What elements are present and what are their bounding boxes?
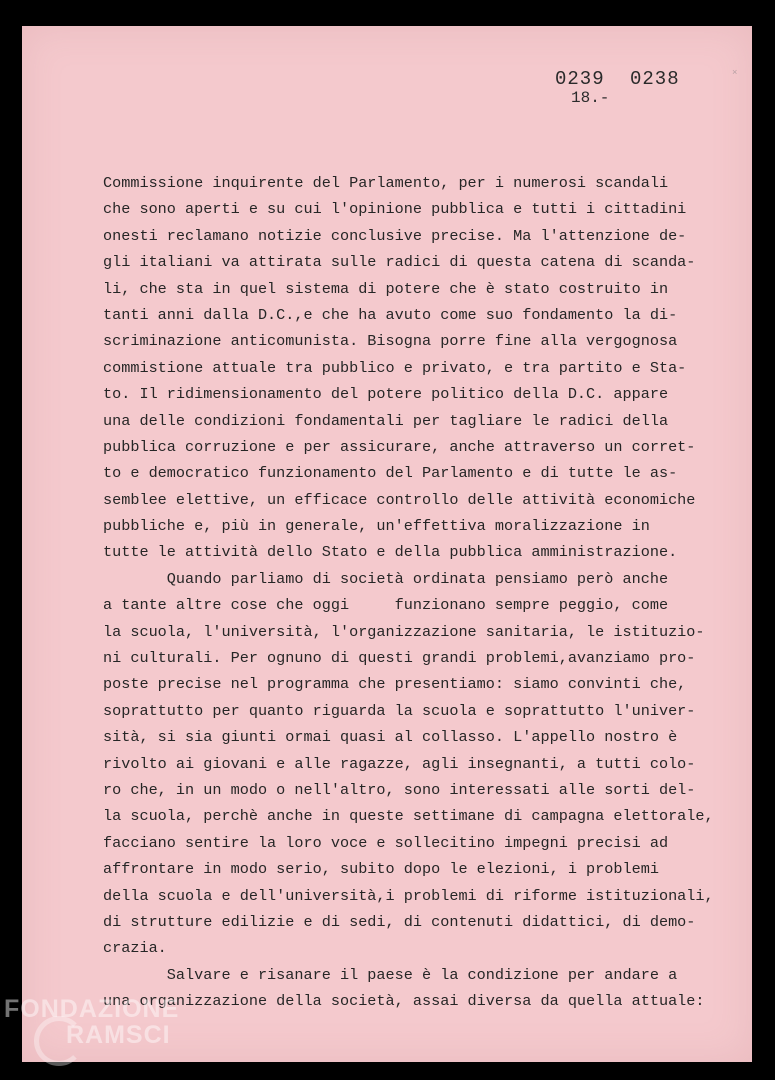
text-line: di strutture edilizie e di sedi, di contenuti didattici, di demo-	[103, 912, 696, 931]
text-line: la scuola, l'università, l'organizzazione sanitaria, le istituzio-	[103, 622, 705, 641]
document-page	[22, 26, 752, 1062]
text-line: soprattutto per quanto riguarda la scuola e soprattutto l'univer-	[103, 701, 696, 720]
archive-number-right: 0238	[630, 68, 680, 90]
text-line: a tante altre cose che oggi funzionano sempre peggio, come	[103, 596, 669, 615]
text-line: Quando parliamo di società ordinata pensiamo però anche	[103, 569, 669, 588]
text-line: poste precise nel programma che presentiamo: siamo convinti che,	[103, 675, 687, 694]
text-line: scriminazione anticomunista. Bisogna porre fine alla vergognosa	[103, 332, 678, 351]
watermark-line-1: FONDAZIONE	[4, 995, 180, 1023]
watermark-line-2: RAMSCI	[66, 1021, 171, 1049]
text-line: to. Il ridimensionamento del potere politico della D.C. appare	[103, 385, 669, 404]
text-line: Commissione inquirente del Parlamento, per i numerosi scandali	[103, 174, 669, 192]
typewritten-body-text	[103, 170, 743, 1015]
text-line: una organizzazione della società, assai diversa da quella attuale:	[103, 992, 705, 1011]
text-line: della scuola e dell'università,i problemi di riforme istituzionali,	[103, 886, 714, 905]
text-line: Salvare e risanare il paese è la condizione per andare a	[103, 965, 678, 984]
text-line: gli italiani va attirata sulle radici di questa catena di scanda-	[103, 253, 696, 272]
text-line: pubbliche e, più in generale, un'effettiva moralizzazione in	[103, 517, 650, 536]
text-line: ni culturali. Per ognuno di questi grandi problemi,avanziamo pro-	[103, 649, 696, 668]
text-line: che sono aperti e su cui l'opinione pubblica e tutti i cittadini	[103, 200, 687, 219]
page-number: 18.-	[571, 89, 610, 107]
text-line: tanti anni dalla D.C.,e che ha avuto come suo fondamento la di-	[103, 305, 678, 324]
text-line: la scuola, perchè anche in queste settimane di campagna elettorale,	[103, 807, 714, 826]
text-line: affrontare in modo serio, subito dopo le elezioni, i problemi	[103, 860, 659, 879]
text-line: facciano sentire la loro voce e sollecitino impegni precisi ad	[103, 833, 669, 852]
text-line: commistione attuale tra pubblico e privato, e tra partito e Sta-	[103, 358, 687, 377]
text-line: onesti reclamano notizie conclusive precise. Ma l'attenzione de-	[103, 226, 687, 245]
text-line: semblee elettive, un efficace controllo delle attività economiche	[103, 490, 696, 509]
archive-number-left: 0239	[555, 68, 605, 90]
text-line: pubblica corruzione e per assicurare, anche attraverso un corret-	[103, 437, 696, 456]
text-line: ro che, in un modo o nell'altro, sono interessati alle sorti del-	[103, 780, 696, 799]
text-line: rivolto ai giovani e alle ragazze, agli insegnanti, a tutti colo-	[103, 754, 696, 773]
text-line: crazia.	[103, 939, 167, 958]
text-line: sità, si sia giunti ormai quasi al collasso. L'appello nostro è	[103, 728, 678, 747]
text-line: una delle condizioni fondamentali per tagliare le radici della	[103, 411, 669, 430]
fondazione-gramsci-watermark	[4, 996, 179, 1048]
corner-mark: ×	[732, 68, 738, 78]
text-line: tutte le attività dello Stato e della pubblica amministrazione.	[103, 543, 678, 562]
text-line: to e democratico funzionamento del Parlamento e di tutte le as-	[103, 464, 678, 483]
text-line: li, che sta in quel sistema di potere che è stato costruito in	[103, 279, 669, 298]
